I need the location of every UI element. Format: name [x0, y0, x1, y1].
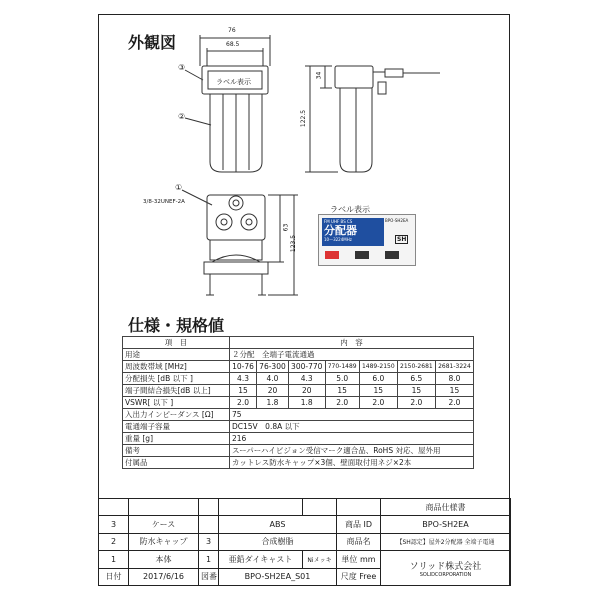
label-card-freq: 10～3224MHz	[324, 237, 352, 242]
date-label: 日付	[99, 568, 129, 585]
spec-value: 15	[359, 385, 397, 397]
callout-1: ①	[175, 183, 183, 192]
spec-value: カットレス防水キャップ×3個、壁面取付用ネジ×2本	[230, 457, 474, 469]
spec-value: スーパーハイビジョン受信マーク適合品、RoHS 対応、屋外用	[230, 445, 474, 457]
spec-item: 用途	[123, 349, 230, 361]
dim-side-height: 122.5	[300, 109, 308, 128]
label-card-blue	[322, 218, 384, 246]
part-material: 亜鉛ダイキャスト	[219, 551, 303, 568]
label-caption: ラベル表示	[330, 205, 370, 214]
spec-value: ２分配 全端子電流通過	[230, 349, 474, 361]
label-card-port-3	[385, 251, 399, 259]
table-row	[123, 349, 474, 361]
spec-value: 2150-2681	[397, 361, 435, 373]
dim-bottom-123: 123.5	[290, 234, 298, 253]
title-block-row	[99, 551, 511, 568]
spec-value: 6.0	[359, 373, 397, 385]
table-row	[123, 385, 474, 397]
part-name: 本体	[129, 551, 199, 568]
label-card-port-2	[355, 251, 369, 259]
spec-value: 15	[230, 385, 257, 397]
spec-title: 仕様・規格値	[128, 316, 225, 335]
table-row	[123, 445, 474, 457]
spec-value: 2.0	[230, 397, 257, 409]
spec-item: 電通端子容量	[123, 421, 230, 433]
part-finish: Niメッキ	[303, 551, 337, 568]
table-row	[123, 433, 474, 445]
spec-value: 4.3	[230, 373, 257, 385]
spec-value: 2.0	[359, 397, 397, 409]
spec-value: 5.0	[325, 373, 359, 385]
spec-value: 770-1489	[325, 361, 359, 373]
table-row	[123, 361, 474, 373]
spec-item: 重量 [g]	[123, 433, 230, 445]
spec-table	[122, 336, 474, 469]
product-id-label: 商品 ID	[337, 516, 381, 533]
spec-value: 2.0	[397, 397, 435, 409]
title-block-row	[99, 533, 511, 550]
spec-value: DC15V 0.8A 以下	[230, 421, 474, 433]
table-row	[123, 409, 474, 421]
spec-value: 15	[325, 385, 359, 397]
part-qty	[199, 516, 219, 533]
part-qty: 1	[199, 551, 219, 568]
spec-value: 2.0	[325, 397, 359, 409]
spec-value: 1489-2150	[359, 361, 397, 373]
table-row	[123, 457, 474, 469]
part-name: 防水キャップ	[129, 533, 199, 550]
label-card-brand: BPO-SH2EA	[385, 218, 409, 223]
connector-spec: 3/8-32UNEF-2A	[143, 199, 185, 205]
company-name-en: SOLIDCORPORATION	[419, 571, 472, 578]
spec-item: 端子間結合損失[dB 以上]	[123, 385, 230, 397]
spec-header-row	[123, 337, 474, 349]
part-no: 1	[99, 551, 129, 568]
spec-item: VSWR[ 以下 ]	[123, 397, 230, 409]
spec-value: 76-300	[257, 361, 289, 373]
spec-value: 2.0	[435, 397, 473, 409]
spec-value: 20	[257, 385, 289, 397]
spec-item: 分配損失 [dB 以下 ]	[123, 373, 230, 385]
dim-inner-width: 68.5	[226, 41, 240, 48]
company-name: ソリッド株式会社	[409, 561, 482, 572]
spec-header-content: 内 容	[230, 337, 474, 349]
table-row	[123, 421, 474, 433]
spec-value: 4.0	[257, 373, 289, 385]
spec-item: 入出力インピーダンス [Ω]	[123, 409, 230, 421]
part-material: 合成樹脂	[219, 533, 337, 550]
exterior-title: 外観図	[128, 33, 177, 52]
spec-item: 備考	[123, 445, 230, 457]
spec-header-item: 項 目	[123, 337, 230, 349]
scale: 尺度 Free	[337, 568, 381, 585]
spec-value: 10-76	[230, 361, 257, 373]
title-block-row	[99, 516, 511, 533]
company-cell	[381, 551, 511, 586]
dim-bottom-63: 63	[282, 223, 290, 232]
callout-3: ③	[178, 63, 186, 72]
callout-2: ②	[178, 112, 186, 121]
spec-value: 75	[230, 409, 474, 421]
unit-label: 単位 mm	[337, 551, 381, 568]
spec-value: 216	[230, 433, 474, 445]
case-label-display: ラベル表示	[216, 78, 251, 86]
product-name-label: 商品名	[337, 533, 381, 550]
label-card-bands: FM UHF BS CS	[324, 219, 353, 224]
spec-value: 1.8	[257, 397, 289, 409]
title-block-row	[99, 499, 511, 516]
dim-side-top: 34	[315, 71, 323, 80]
table-row	[123, 397, 474, 409]
spec-doc-title: 商品仕様書	[381, 499, 511, 516]
spec-value: 6.5	[397, 373, 435, 385]
part-qty: 3	[199, 533, 219, 550]
drawing-label: 図番	[199, 568, 219, 585]
label-card-main: 分配器	[324, 224, 357, 237]
spec-value: 20	[288, 385, 325, 397]
spec-item: 付属品	[123, 457, 230, 469]
spec-value: 15	[397, 385, 435, 397]
spec-value: 8.0	[435, 373, 473, 385]
part-no: 2	[99, 533, 129, 550]
spec-value: 2681-3224	[435, 361, 473, 373]
title-block	[98, 498, 511, 586]
part-material: ABS	[219, 516, 337, 533]
drawing-number: BPO-SH2EA_S01	[219, 568, 337, 585]
spec-value: 300-770	[288, 361, 325, 373]
spec-item: 周波数帯域 [MHz]	[123, 361, 230, 373]
part-no: 3	[99, 516, 129, 533]
date-value: 2017/6/16	[129, 568, 199, 585]
label-card-badge: SH	[397, 236, 407, 243]
part-name: ケース	[129, 516, 199, 533]
table-row	[123, 373, 474, 385]
product-name: 【SH認定】屋外2分配器 全端子電通	[381, 533, 511, 550]
label-card	[318, 214, 416, 266]
dim-top-width: 76	[228, 27, 236, 34]
spec-value: 4.3	[288, 373, 325, 385]
product-id: BPO-SH2EA	[381, 516, 511, 533]
spec-value: 1.8	[288, 397, 325, 409]
label-card-port-1	[325, 251, 339, 259]
spec-value: 15	[435, 385, 473, 397]
